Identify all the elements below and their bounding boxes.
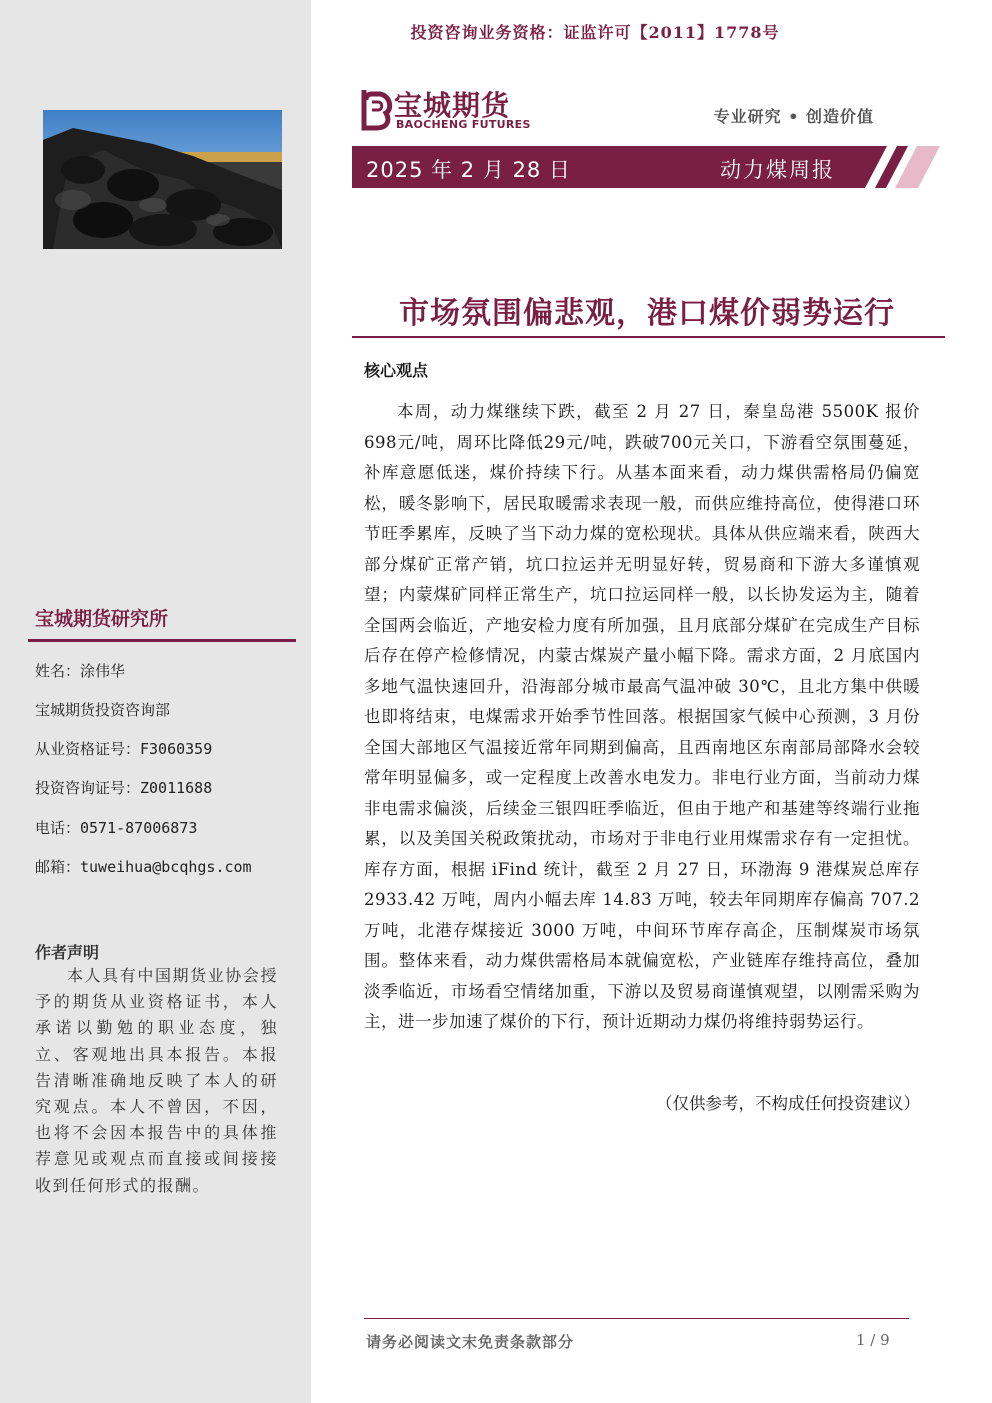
logo-english-name: BAOCHENG FUTURES [396, 118, 531, 131]
analyst-email: 邮箱：tuweihua@bcqhgs.com [35, 858, 252, 876]
footer-disclaimer-note: 请务必阅读文末免责条款部分 [366, 1333, 575, 1351]
institute-divider [28, 639, 296, 642]
coal-photo [43, 110, 282, 249]
core-view-heading: 核心观点 [364, 361, 429, 380]
slogan: 专业研究 • 创造价值 [713, 107, 874, 126]
logo-chinese-name: 宝城期货 [394, 89, 511, 122]
consulting-number: 投资咨询证号：Z0011688 [35, 779, 213, 797]
logo-b-icon [358, 86, 394, 132]
qualification-number: 从业资格证号：F3060359 [35, 740, 213, 758]
analyst-phone: 电话：0571-87006873 [35, 819, 198, 837]
headline-divider [352, 336, 945, 338]
report-type: 动力煤周报 [720, 158, 835, 182]
analyst-name: 姓名：涂伟华 [35, 662, 126, 680]
core-view-paragraph: 本周，动力煤继续下跌，截至 2 月 27 日，秦皇岛港 5500K 报价 698元/吨，周环比降低29元/吨，跌破700元关口，下游看空氛围蔓延，补库意愿低迷，煤价持续下行。从基本面来看，动力煤供需格局仍偏宽松，暖冬影响下，居民取暖需求表现一般，而供应维持高位，使得港口环节旺季累库，反映了当下动力煤的宽松现状。具体从供应端来看，陕西大部分煤矿正常产销，坑口拉运并无明显好转，贸易商和下游大多谨慎观望；内蒙煤矿同样正常生产，坑口拉运同样一般，以长协发运为主，随着全国两会临近，产地安检力度有所加强，且月底部分煤矿在完成生产目标后存在停产检修情况，内蒙古煤炭产量小幅下降。需求方面，2 月底国内多地气温快速回升，沿海部分城市最高气温冲破 30℃，且北方集中供暖也即将结束，电煤需求开始季节性回落。根据国家气候中心预测，3 月份全国大部地区气温接近常年同期到偏高，且西南地区东南部局部降水会较常年明显偏多，或一定程度上改善水电发力。非电行业方面，当前动力煤非电需求偏淡，后续金三银四旺季临近，但由于地产和基建等终端行业拖累，以及美国关税政策扰动，市场对于非电行业用煤需求存有一定担忧。库存方面，根据 iFind 统计，截至 2 月 27 日，环渤海 9 港煤炭总库存 2933.42 万吨，周内小幅去库 14.83 万吨，较去年同期库存偏高 707.2 万吨，北港存煤接近 3000 万吨，中间环节库存高企，压制煤炭市场氛围。整体来看，动力煤供需格局本就偏宽松，产业链库存维持高位，叠加淡季临近，市场看空情绪加重，下游以及贸易商谨慎观望，以刚需采购为主，进一步加速了煤价的下行，预计近期动力煤仍将维持弱势运行。 [364, 402, 920, 1031]
reference-disclaimer: （仅供参考，不构成任何投资建议） [656, 1094, 920, 1113]
license-statement: 投资咨询业务资格：证监许可【2011】1778号 [410, 23, 780, 42]
report-date: 2025 年 2 月 28 日 [366, 158, 571, 182]
page-number: 1 / 9 [856, 1331, 890, 1349]
report-headline: 市场氛围偏悲观，港口煤价弱势运行 [399, 296, 895, 331]
analyst-department: 宝城期货投资咨询部 [35, 701, 171, 719]
company-logo [358, 86, 531, 132]
footer-divider [364, 1318, 909, 1319]
institute-name: 宝城期货研究所 [35, 608, 169, 630]
author-statement-body: 本人具有中国期货业协会授予的期货从业资格证书，本人承诺以勤勉的职业态度，独立、客观地出具本报告。本报告清晰准确地反映了本人的研究观点。本人不曾因，不因，也将不会因本报告中的具体推荐意见或观点而直接或间接接收到任何形式的报酬。 [35, 966, 278, 1195]
author-statement-title: 作者声明 [35, 943, 100, 962]
report-banner [352, 146, 940, 188]
